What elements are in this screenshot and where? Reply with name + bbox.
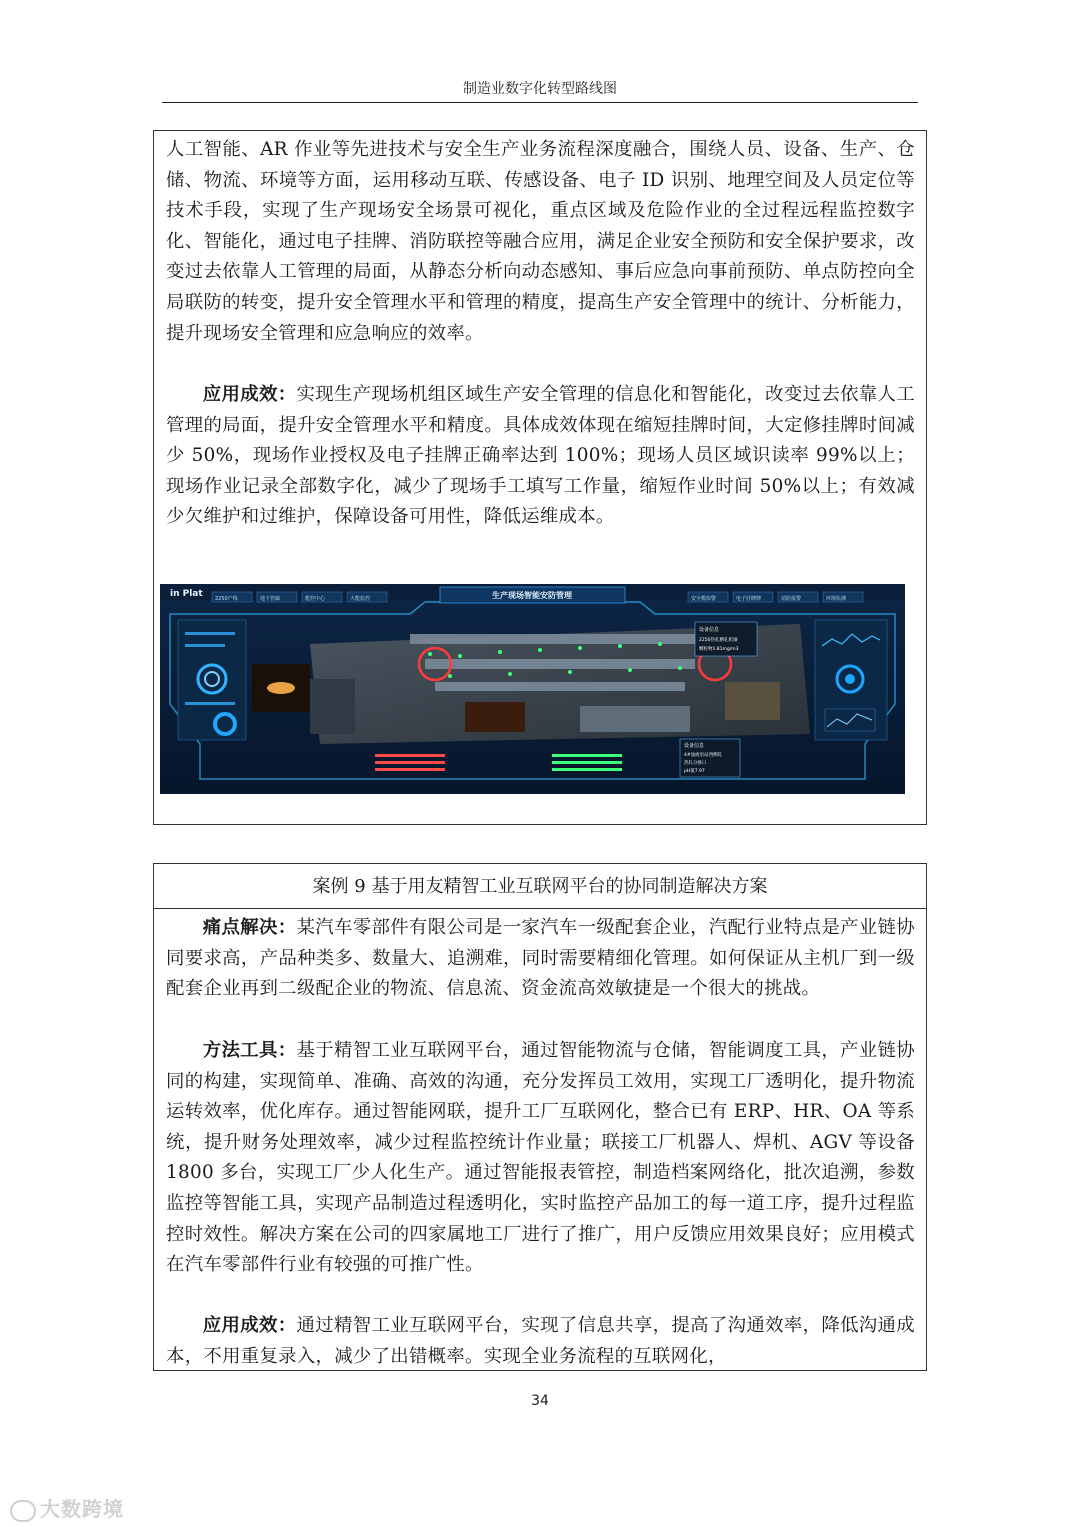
case-box-1	[153, 130, 927, 825]
pain-points-label: 痛点解决：	[202, 917, 297, 938]
svg-text:热轧分排口: 热轧分排口	[684, 761, 707, 766]
dashboard-graphic	[160, 584, 905, 794]
page-number: 34	[531, 1393, 549, 1409]
pain-points-text: 某汽车零部件有限公司是一家汽车一级配套企业，汽配行业特点是产业链协同要求高，产品种类多、数量大、追溯难，同时需要精细化管理。如何保证从主机厂到一级配套企业再到二级配企业的物流、信息流、资金流高效敏捷是一个很大的挑战。	[166, 917, 915, 1000]
tab-fire-alarm: 消防报警	[781, 596, 802, 602]
paragraph-pain-points	[166, 913, 915, 1005]
svg-text:设备信息: 设备信息	[699, 627, 720, 633]
paragraph-intro: 人工智能、AR 作业等先进技术与安全生产业务流程深度融合，围绕人员、设备、生产、仓储、物流、环境等方面，运用移动互联、传感设备、电子 ID 识别、地理空间及人员定位等技术手段，实现了生产现场安全场景可视化，重点区域及危险作业的全过程远程监控数字化、智能化，通过电子挂牌、消防联控等融合应用，满足企业安全预防和安全保护要求，改变过去依靠人工管理的局面，从静态分析向动态感知、事后应急向事前预防、单点防控向全局联防的转变，提升安全管理水平和管理的精度，提高生产安全管理中的统计、分析能力，提升现场安全管理和应急响应的效率。	[166, 139, 915, 344]
svg-text:pH值7.97: pH值7.97	[684, 769, 705, 774]
paragraph-results	[166, 380, 915, 533]
tab-safety-alarm: 安全模拟警	[691, 596, 717, 602]
paragraph-methods	[166, 1036, 915, 1281]
tab-e-tag: 电子挂牌牌	[736, 596, 762, 602]
device-info-popup-2	[680, 739, 740, 777]
svg-text:颗粒物1.81mg/m3: 颗粒物1.81mg/m3	[699, 647, 739, 652]
svg-text:设备信息: 设备信息	[684, 743, 705, 749]
watermark	[10, 1493, 124, 1522]
paragraph-outcomes	[166, 1311, 915, 1372]
case-box-9	[153, 863, 927, 1371]
outcomes-label: 应用成效：	[202, 1315, 297, 1336]
outcomes-text: 通过精智工业互联网平台，实现了信息共享，提高了沟通效率，降低沟通成本，不用重复录入，减少了出错概率。实现全业务流程的互联网化，	[166, 1315, 915, 1367]
dashboard-title: 生产现场智能安防管理	[492, 591, 572, 600]
tab-environment: 环境监测	[826, 596, 847, 602]
methods-label: 方法工具：	[202, 1040, 297, 1061]
left-panel	[178, 620, 246, 740]
tab-2250: 2250产线	[215, 596, 238, 602]
header-rule	[162, 102, 918, 103]
right-panel	[815, 620, 887, 740]
tab-energy-center: 能控中心	[305, 596, 326, 602]
dashboard-screenshot	[160, 584, 905, 794]
svg-text:4#浊液泵站西侧轧: 4#浊液泵站西侧轧	[684, 753, 723, 758]
dashboard-logo: in Plat	[170, 589, 203, 599]
results-text: 实现生产现场机组区域生产安全管理的信息化和智能化，改变过去依靠人工管理的局面，提升安全管理水平和精度。具体成效体现在缩短挂牌时间，大定修挂牌时间减少 50%，现场作业授权及电子挂牌正确率达到 100%；现场人员区域识读率 99%以上；现场作业记录全部数字化，减少了现场手工填写工作量，缩短作业时间 50%以上；有效减少欠维护和过维护，保障设备可用性，降低运维成本。	[166, 384, 915, 528]
methods-text: 基于精智工业互联网平台，通过智能物流与仓储，智能调度工具，产业链协同的构建，实现简单、准确、高效的沟通，充分发挥员工效用，实现工厂透明化，提升物流运转效率，优化库存。通过智能网联，提升工厂互联网化，整合已有 ERP、HR、OA 等系统，提升财务处理效率，减少过程监控统计作业量；联接工厂机器人、焊机、AGV 等设备 1800 多台，实现工厂少人化生产。通过智能报表管控，制造档案网络化，批次追溯，参数监控等智能工具，实现产品制造过程透明化，实时监控产品加工的每一道工序，提升过程监控时效性。解决方案在公司的四家属地工厂进行了推广，用户反馈应用效果良好；应用模式在汽车零部件行业有较强的可推广性。	[166, 1040, 915, 1276]
results-label: 应用成效：	[202, 384, 297, 405]
watermark-logo-icon	[10, 1500, 36, 1522]
case-title: 案例 9 基于用友精智工业互联网平台的协同制造解决方案	[154, 864, 926, 909]
tab-energy-monitor: 大能监控	[350, 596, 371, 602]
svg-text:2250热轧精轧机轴: 2250热轧精轧机轴	[699, 638, 738, 643]
device-info-popup-1	[695, 622, 757, 656]
running-header: 制造业数字化转型路线图	[463, 81, 617, 97]
camera-feed-right	[725, 682, 780, 720]
watermark-text: 大数跨境	[40, 1497, 124, 1521]
tab-pipe-gallery: 地下管廊	[260, 596, 281, 602]
